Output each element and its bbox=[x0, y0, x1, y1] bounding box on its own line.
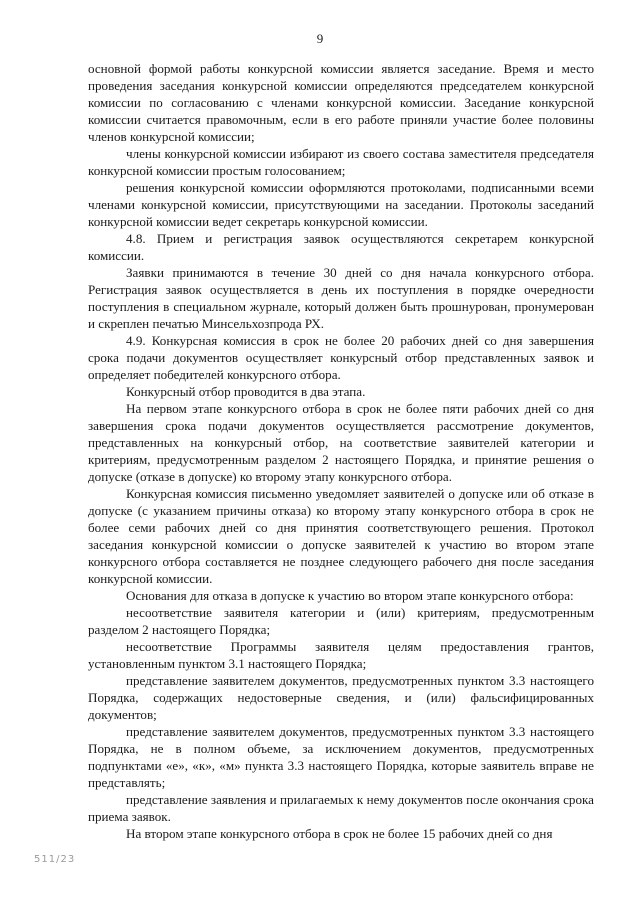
paragraph-first-stage: На первом этапе конкурсного отбора в срок не более пяти рабочих дней со дня завершения срока подачи документов осуществляется рассмотрение документов, представленных на конкурсный отбор, на соответствие заявителей категории и критериям, предусмотренным разделом 2 настоящего Порядка, и принятие решения о допуске (отказе в допуске) ко второму этапу конкурсного отбора. bbox=[88, 401, 594, 484]
paragraph-deputy-chair-election: члены конкурсной комиссии избирают из своего состава заместителя председателя конкурсной комиссии простым голосованием; bbox=[88, 146, 594, 178]
paragraph-refusal-ground-false-documents: представление заявителем документов, предусмотренных пунктом 3.3 настоящего Порядка, содержащих недостоверные сведения, и (или) фальсифицированных документов; bbox=[88, 673, 594, 722]
paragraph-refusal-ground-program: несоответствие Программы заявителя целям предоставления грантов, установленным пунктом 3.1 настоящего Порядка; bbox=[88, 639, 594, 671]
paragraph-notification: Конкурсная комиссия письменно уведомляет заявителей о допуске или об отказе в допуске (с указанием причины отказа) ко второму этапу конкурсного отбора в срок не более семи рабочих дней со дня принятия соответствующего решения. Протокол заседания конкурсной комиссии о допуске заявителей к участию во втором этапе конкурсного отбора составляется не позднее следующего рабочего дня после заседания конкурсной комиссии. bbox=[88, 486, 594, 586]
paragraph-second-stage: На втором этапе конкурсного отбора в срок не более 15 рабочих дней со дня bbox=[126, 826, 553, 841]
paragraph-commission-meeting-form: основной формой работы конкурсной комиссии является заседание. Время и место проведения заседания конкурсной комиссии определяются председателем конкурсной комиссии по согласованию с членами конкурсной комиссии. Заседание конкурсной комиссии считается правомочным, если в его работе приняли участие более половины членов конкурсной комиссии; bbox=[88, 61, 594, 144]
paragraph-4-8-application-intake: 4.8. Прием и регистрация заявок осуществляются секретарем конкурсной комиссии. bbox=[88, 231, 594, 263]
page-number: 9 bbox=[316, 31, 324, 46]
paragraph-refusal-ground-incomplete-documents: представление заявителем документов, предусмотренных пунктом 3.3 настоящего Порядка, не в полном объеме, за исключением документов, предусмотренных подпунктами «е», «к», «м» пункта 3.3 настоящего Порядка, которые заявитель вправе не представлять; bbox=[88, 724, 594, 790]
paragraph-refusal-ground-criteria: несоответствие заявителя категории и (или) критериям, предусмотренным разделом 2 настоящего Порядка; bbox=[88, 605, 594, 637]
page-body bbox=[88, 60, 594, 842]
paragraph-refusal-grounds-intro: Основания для отказа в допуске к участию во втором этапе конкурсного отбора: bbox=[126, 588, 574, 603]
paragraph-4-9-competitive-selection: 4.9. Конкурсная комиссия в срок не более 20 рабочих дней со дня завершения срока подачи документов осуществляет конкурсный отбор представленных заявок и определяет победителей конкурсного отбора. bbox=[88, 333, 594, 382]
footer-document-mark: 511/23 bbox=[34, 854, 76, 865]
paragraph-two-stages: Конкурсный отбор проводится в два этапа. bbox=[126, 384, 366, 399]
paragraph-application-registration: Заявки принимаются в течение 30 дней со дня начала конкурсного отбора. Регистрация заявок осуществляется в день их поступления в порядке очередности поступления в специальном журнале, который должен быть прошнурован, пронумерован и скреплен печатью Минсельхозпрода РХ. bbox=[88, 265, 594, 331]
paragraph-refusal-ground-late-submission: представление заявления и прилагаемых к нему документов после окончания срока приема заявок. bbox=[88, 792, 594, 824]
paragraph-decisions-protocols: решения конкурсной комиссии оформляются протоколами, подписанными всеми членами конкурсной комиссии, присутствующими на заседании. Протоколы заседаний конкурсной комиссии ведет секретарь конкурсной комиссии. bbox=[88, 180, 594, 229]
